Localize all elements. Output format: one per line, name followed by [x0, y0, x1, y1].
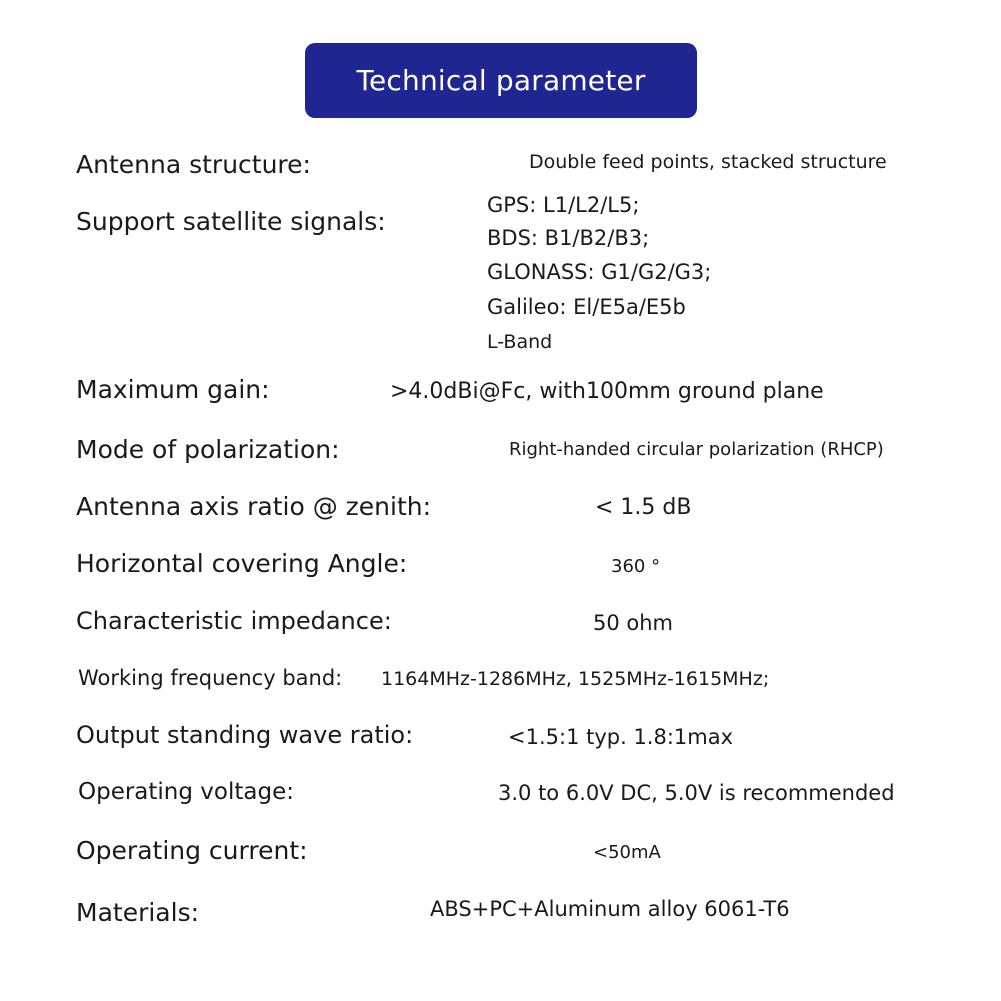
spec-label-vswr: Output standing wave ratio: [76, 721, 414, 749]
spec-value-satellite-glonass: GLONASS: G1/G2/G3; [487, 260, 712, 284]
spec-value-satellite-lband: L-Band [487, 331, 553, 353]
spec-label-antenna-structure: Antenna structure: [76, 150, 311, 179]
spec-label-operating-voltage: Operating voltage: [78, 779, 294, 805]
spec-value-vswr: <1.5:1 typ. 1.8:1max [508, 725, 734, 749]
spec-label-frequency-band: Working frequency band: [78, 666, 343, 690]
spec-value-satellite-bds: BDS: B1/B2/B3; [487, 226, 650, 250]
spec-value-covering-angle: 360 ° [611, 556, 661, 577]
spec-label-operating-current: Operating current: [76, 836, 308, 865]
spec-value-impedance: 50 ohm [593, 611, 674, 635]
spec-label-satellite-signals: Support satellite signals: [76, 207, 386, 236]
spec-label-polarization: Mode of polarization: [76, 435, 340, 464]
spec-value-axis-ratio: < 1.5 dB [595, 495, 692, 520]
spec-value-operating-voltage: 3.0 to 6.0V DC, 5.0V is recommended [498, 781, 895, 805]
spec-label-materials: Materials: [76, 898, 200, 927]
spec-value-antenna-structure: Double feed points, stacked structure [529, 151, 887, 173]
spec-value-satellite-galileo: Galileo: El/E5a/E5b [487, 295, 686, 319]
spec-label-impedance: Characteristic impedance: [76, 607, 392, 635]
spec-label-axis-ratio: Antenna axis ratio @ zenith: [76, 492, 432, 521]
spec-value-operating-current: <50mA [593, 842, 661, 863]
header-banner [305, 43, 697, 118]
spec-label-covering-angle: Horizontal covering Angle: [76, 549, 408, 578]
spec-value-maximum-gain: >4.0dBi@Fc, with100mm ground plane [390, 379, 824, 404]
page-title: Technical parameter [356, 64, 646, 97]
spec-label-maximum-gain: Maximum gain: [76, 375, 270, 404]
spec-value-frequency-band: 1164MHz-1286MHz, 1525MHz-1615MHz; [381, 668, 770, 690]
spec-value-polarization: Right-handed circular polarization (RHCP) [509, 439, 884, 460]
spec-value-satellite-gps: GPS: L1/L2/L5; [487, 193, 640, 217]
spec-value-materials: ABS+PC+Aluminum alloy 6061-T6 [430, 897, 790, 921]
